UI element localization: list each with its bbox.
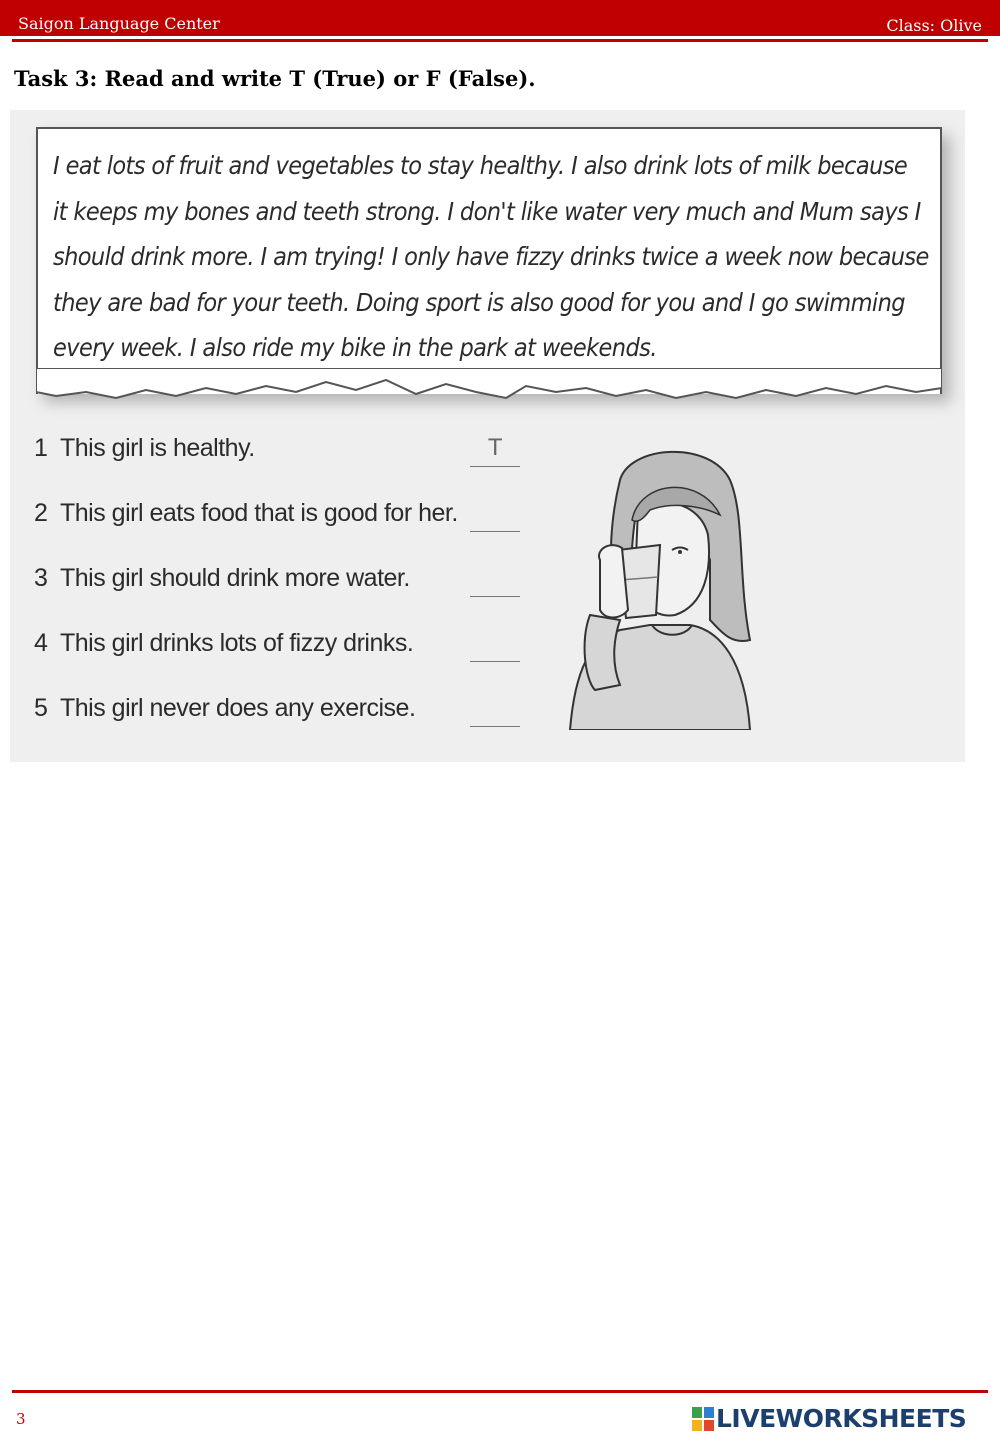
footer-rule [12, 1390, 988, 1393]
question-text: This girl eats food that is good for her. [60, 499, 458, 527]
question-item [34, 625, 534, 665]
question-text: This girl drinks lots of fizzy drinks. [60, 629, 414, 657]
question-text: This girl is healthy. [60, 434, 255, 462]
question-item [34, 690, 534, 730]
question-item [34, 560, 534, 600]
header-rule [12, 39, 988, 42]
passage-line: they are bad for your teeth. Doing sport is also good for you and I go swimming [53, 287, 905, 317]
page-number: 3 [16, 1410, 26, 1428]
passage-line: every week. I also ride my bike in the park at weekends. [53, 333, 657, 362]
question-item [34, 495, 534, 535]
answer-blank[interactable] [470, 495, 520, 532]
passage-line: it keeps my bones and teeth strong. I don't like water very much and Mum says I [53, 196, 921, 226]
task-title: Task 3: Read and write T (True) or F (False). [14, 66, 536, 91]
liveworksheets-icon [692, 1407, 714, 1431]
torn-paper-edge [36, 368, 942, 413]
page-header [0, 0, 1000, 36]
answer-blank[interactable] [470, 625, 520, 662]
passage-line: I eat lots of fruit and vegetables to stay healthy. I also drink lots of milk because [53, 151, 908, 180]
answer-blank[interactable] [470, 560, 520, 597]
question-number: 1 [34, 434, 48, 462]
reading-passage [53, 143, 933, 371]
question-number: 5 [34, 694, 48, 722]
question-number: 2 [34, 499, 48, 527]
school-name: Saigon Language Center [18, 14, 220, 33]
question-number: 3 [34, 564, 48, 592]
liveworksheets-wordmark: LIVEWORKSHEETS [716, 1404, 967, 1433]
question-item [34, 430, 534, 470]
answer-blank[interactable] [470, 690, 520, 727]
class-label: Class: Olive [886, 16, 982, 35]
question-number: 4 [34, 629, 48, 657]
passage-line: should drink more. I am trying! I only have fizzy drinks twice a week now because [53, 242, 929, 271]
girl-drinking-illustration [560, 440, 760, 730]
answer-blank[interactable]: T [470, 430, 520, 467]
question-text: This girl should drink more water. [60, 564, 410, 592]
question-text: This girl never does any exercise. [60, 694, 416, 722]
liveworksheets-logo [692, 1404, 992, 1434]
